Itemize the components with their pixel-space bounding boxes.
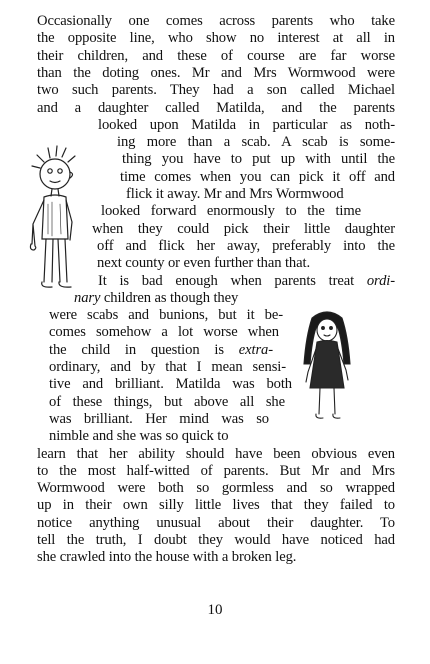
text-line: nary children as though they [74,289,239,306]
text-line: looked upon Matilda in particular as noth- [98,116,395,133]
page-number: 10 [207,602,223,618]
text-line: up in their own silly little lives that they failed to [37,497,395,514]
text-line: of these things, but above all she [49,393,285,410]
text-line: looked forward enormously to the time [101,203,361,220]
text-line: next county or even further than that. [97,255,311,272]
text-line: thing you have to put up with until the [122,151,395,168]
text-line: to the most half-witted of parents. But Mr and Mrs [37,462,395,479]
text-line: the opposite line, who show no interest at all in [37,30,395,47]
text-line: Occasionally one comes across parents who take [37,13,395,29]
text-line: two such parents. They had a son called Michael [37,82,395,99]
text-line: It is bad enough when parents treat ordi- [98,272,395,289]
text-line: comes somehow a lot worse when [49,324,279,341]
text-line: nimble and she was so quick to [49,428,229,445]
text-line: learn that her ability should have been obvious even [37,445,395,462]
text-line: time comes when you can pick it off and [120,168,395,185]
text-line: than the doting ones. Mr and Mrs Wormwood were [37,64,395,81]
boy-illustration [20,144,95,294]
text-line: tell the truth, I doubt they would have noticed had [37,532,395,548]
text-line: when they could pick their little daughter [92,220,395,237]
text-line: ing more than a scab. A scab is some- [117,134,395,151]
text-line: was brilliant. Her mind was so [49,410,269,427]
text-line: ordinary, and by that I mean sensi- [49,359,286,375]
text-line: Wormwood were both so gormless and so wrapped [37,480,395,497]
text-line: the child in question is extra- [49,341,273,358]
text-line: notice anything unusual about their daughter. To [37,514,395,531]
text-line: she crawled into the house with a broken leg. [37,549,297,566]
girl-illustration [292,306,362,426]
text-line: were scabs and bunions, but it be- [49,307,283,324]
text-line: and a daughter called Matilda, and the parents [37,99,395,116]
text-line: off and flick her away, preferably into the [97,237,395,254]
text-line: tive and brilliant. Matilda was both [49,376,292,393]
text-line: their children, and these of course are far worse [37,47,395,64]
text-line: flick it away. Mr and Mrs Wormwood [126,186,344,202]
